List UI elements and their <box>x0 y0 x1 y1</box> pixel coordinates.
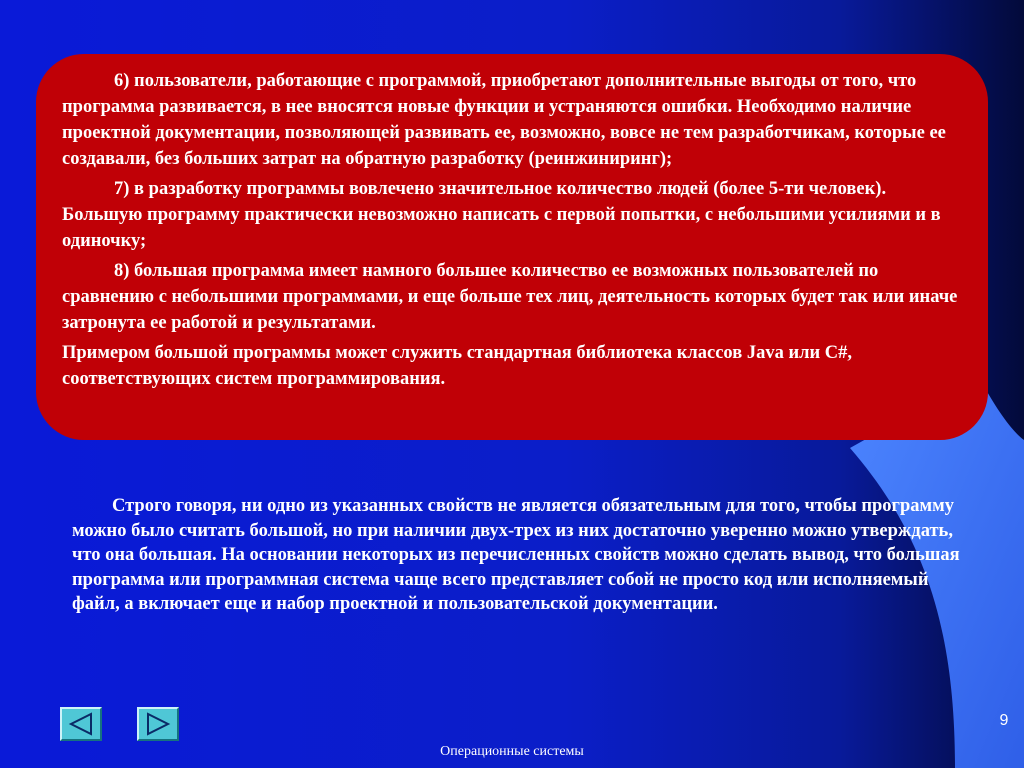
paragraph-item-6: 6) пользователи, работающие с программой, приобретают дополнительные выгоды от того, что программа развивается, в нее вносятся новые функции и устраняются ошибки. Необходимо наличие проектной документации, позволяющей развивать ее, возможно, вовсе не тем разработчикам, которые ее создавали, без больших затрат на обратную разработку (реинжиниринг); <box>62 71 946 169</box>
next-slide-button[interactable] <box>137 707 179 741</box>
triangle-left-icon <box>67 712 95 736</box>
page-number: 9 <box>999 712 1009 729</box>
triangle-right-icon <box>144 712 172 736</box>
footer-title: Операционные системы <box>440 744 584 759</box>
red-content-box <box>36 54 988 440</box>
paragraph-item-7: 7) в разработку программы вовлечено значительное количество людей (более 5-ти человек). Большую программу практически невозможно написать с первой попытки, с небольшими усилиями и в одиночку; <box>62 179 941 251</box>
paragraph-example: Примером большой программы может служить стандартная библиотека классов Java или C#, соответствующих систем программирования. <box>62 343 853 389</box>
body-paragraph: Строго говоря, ни одно из указанных свойств не является обязательным для того, чтобы программу можно было считать большой, но при наличии двух-трех из них достаточно уверенно можно утверждать, что она большая. На основании некоторых из перечисленных свойств можно сделать вывод, что большая программа или программная система чаще всего представляет собой не просто код или исполняемый файл, а включает еще и набор проектной и пользовательской документации. <box>72 496 960 614</box>
body-text-block <box>72 494 972 617</box>
paragraph-item-8: 8) большая программа имеет намного большее количество ее возможных пользователей по сравнению с небольшими программами, и еще больше тех лиц, деятельность которых будет так или иначе затронута ее работой и результатами. <box>62 261 958 333</box>
prev-slide-button[interactable] <box>60 707 102 741</box>
